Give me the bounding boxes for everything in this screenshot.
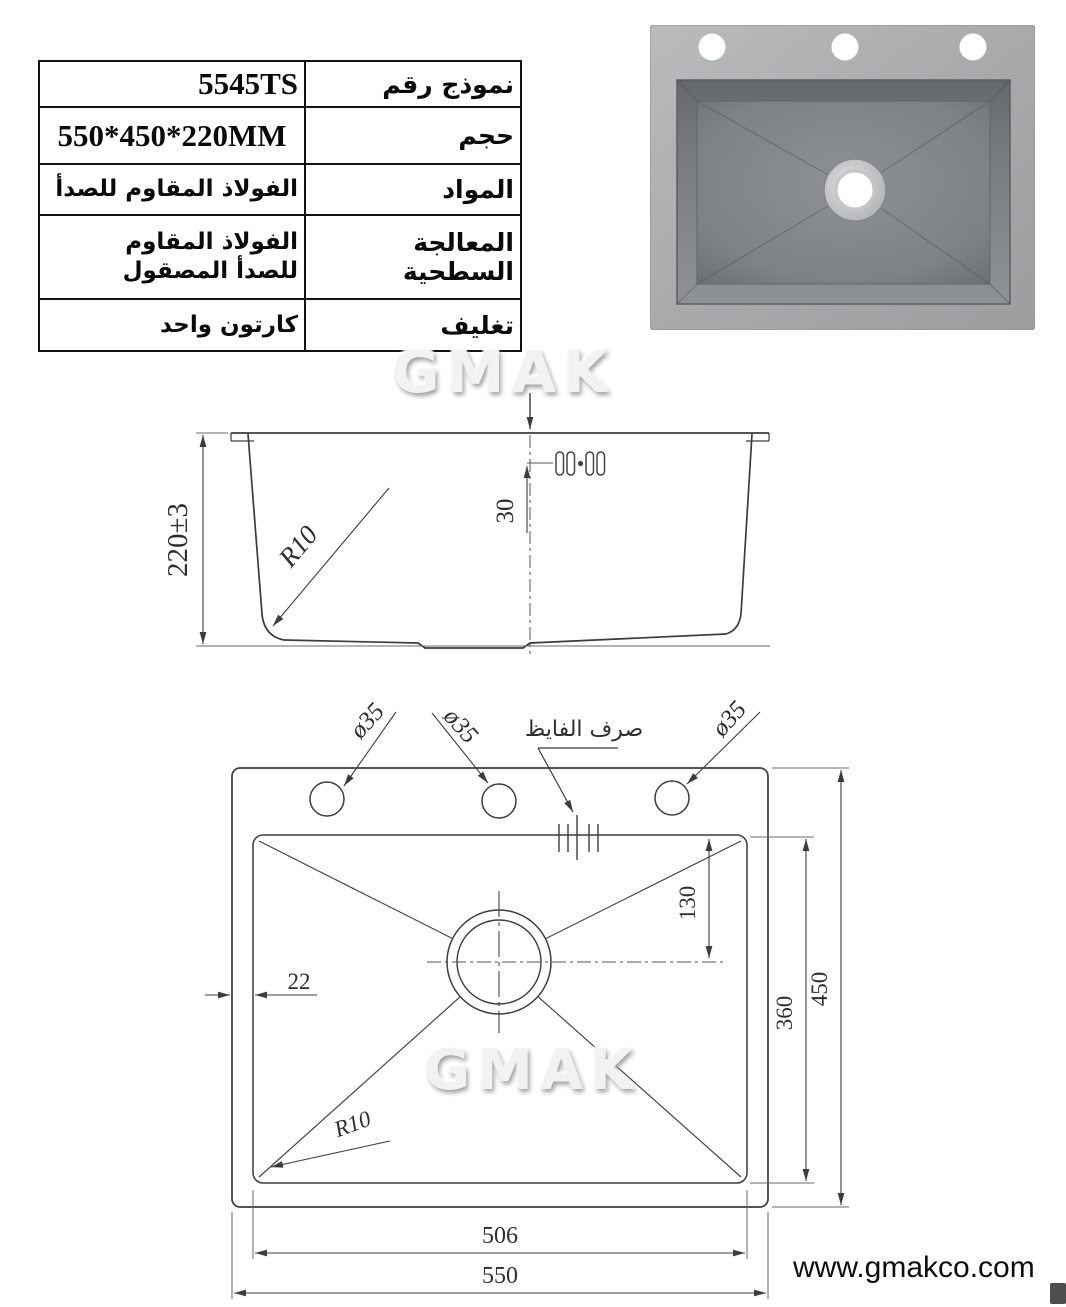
table-row: [39, 164, 521, 215]
overflow-label: صرف الفايظ: [524, 717, 644, 742]
scroll-thumb[interactable]: [1050, 1283, 1066, 1304]
overflow-symbol-dot: [578, 461, 583, 466]
r10-leader: [271, 1141, 390, 1167]
rim-dim-text: 22: [287, 969, 311, 994]
surface-value: الفولاذ المقاوم للصدأ المصقول: [122, 229, 298, 284]
inner-width-text: 506: [482, 1223, 518, 1249]
table-row: [39, 215, 521, 299]
r10-text: R10: [330, 1105, 375, 1143]
overflow-leader: [538, 748, 573, 812]
overflow-dim-text: 30: [492, 498, 519, 524]
size-label: حجم: [305, 107, 521, 164]
faucet-hole: [310, 782, 344, 816]
photo-faucet-hole: [699, 34, 726, 61]
basin-left-wall: [248, 434, 284, 640]
model-label: نموذج رقم: [305, 61, 521, 107]
hole-dim-text: ø35: [344, 698, 391, 744]
material-label: المواد: [305, 164, 521, 215]
material-value: الفولاذ المقاوم للصدأ: [55, 176, 298, 203]
faucet-hole: [482, 784, 516, 818]
watermark-gmak: GMAK: [392, 338, 616, 406]
packing-label: تغليف: [305, 299, 521, 351]
packing-value: كارتون واحد: [160, 311, 298, 338]
hole-dim-text: ø35: [437, 703, 484, 749]
basin-right-wall: [726, 434, 752, 634]
overflow-ticks: [559, 815, 598, 860]
side-view-drawing: [150, 390, 800, 680]
model-value: 5545TS: [198, 66, 298, 101]
outer-height-text: 450: [807, 971, 832, 1007]
photo-faucet-hole: [832, 34, 859, 61]
inner-height-text: 360: [772, 995, 797, 1031]
product-photo: [650, 25, 1035, 330]
photo-faucet-hole: [960, 34, 987, 61]
surface-label: المعالجة السطحية: [305, 215, 521, 299]
outer-width-text: 550: [482, 1263, 518, 1289]
top-view-drawing: [140, 680, 930, 1307]
depth-dim-text: 220±3: [162, 503, 194, 577]
photo-drain-hole: [836, 171, 874, 209]
website-url: www.gmakco.com: [793, 1251, 1035, 1284]
hole-dim-text: ø35: [706, 696, 753, 742]
drain-offset-text: 130: [675, 885, 700, 921]
faucet-hole: [655, 781, 689, 815]
table-row: [39, 107, 521, 164]
size-value: 550*450*220MM: [57, 117, 287, 153]
r10-text: R10: [272, 519, 324, 573]
watermark-gmak: GMAK: [424, 1038, 641, 1103]
table-row: [39, 61, 521, 107]
spec-table: [38, 60, 522, 352]
